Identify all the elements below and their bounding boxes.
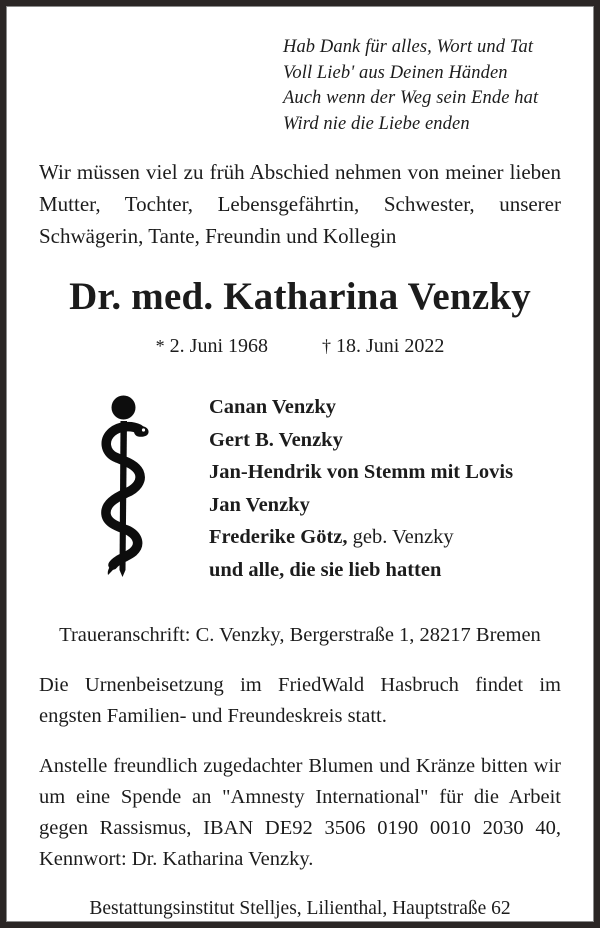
survivor-item <box>209 521 561 554</box>
asclepius-rod-icon <box>39 391 209 577</box>
survivor-name: und alle, die sie lieb hatten <box>209 558 442 581</box>
survivors-list <box>209 391 561 586</box>
memorial-poem <box>283 35 561 137</box>
survivor-item <box>209 456 561 489</box>
burial-information: Die Urnenbeisetzung im FriedWald Hasbruch findet im engsten Familien- und Freundeskreis statt. <box>39 674 561 727</box>
poem-line-2: Voll Lieb' aus Deinen Händen <box>283 62 508 83</box>
introduction-text: Wir müssen viel zu früh Abschied nehmen von meiner lieben Mutter, Tochter, Lebensgefährtin, Schwester, unserer Schwägerin, Tante, Freundin und Kollegin <box>39 160 561 248</box>
dagger-icon: † <box>322 336 331 356</box>
death-date <box>322 333 444 359</box>
survivor-item <box>209 424 561 457</box>
poem-line-4: Wird nie die Liebe enden <box>283 113 470 134</box>
poem-line-1: Hab Dank für alles, Wort und Tat <box>283 37 534 57</box>
funeral-home: Bestattungsinstitut Stelljes, Lilienthal, Hauptstraße 62 <box>89 898 511 919</box>
mourning-address: Traueranschrift: C. Venzky, Bergerstraße 1, 28217 Bremen <box>59 624 541 646</box>
closing-information <box>39 620 561 922</box>
obituary-notice <box>9 9 591 919</box>
birth-date-value: 2. Juni 1968 <box>169 335 268 357</box>
birth-symbol: * <box>155 336 165 356</box>
birth-date <box>156 333 268 359</box>
poem-line-3: Auch wenn der Weg sein Ende hat <box>283 88 539 108</box>
survivor-name: Jan-Hendrik von Stemm mit Lovis <box>209 461 514 483</box>
emblem-and-survivors <box>39 391 561 586</box>
death-date-value: 18. Juni 2022 <box>336 335 445 357</box>
survivor-name: Jan Venzky <box>209 493 310 516</box>
life-dates <box>39 333 561 359</box>
inner-rule-border <box>6 6 594 922</box>
donation-information: Anstelle freundlich zugedachter Blumen und Kränze bitten wir um eine Spende an "Amnesty International" für die Arbeit gegen Rassismus, IBAN DE92 3506 0190 0010 2030 40, Kennwort: Dr. Katharina Venzky. <box>39 755 561 870</box>
survivor-name: Gert B. Venzky <box>209 428 343 451</box>
survivor-name: Frederike Götz, <box>209 526 348 548</box>
deceased-name: Dr. med. Katharina Venzky <box>69 275 531 318</box>
survivor-item <box>209 489 561 522</box>
survivor-name: Canan Venzky <box>209 396 337 418</box>
survivor-item <box>209 554 561 587</box>
survivor-suffix: geb. Venzky <box>347 526 454 548</box>
survivor-item <box>209 391 561 424</box>
